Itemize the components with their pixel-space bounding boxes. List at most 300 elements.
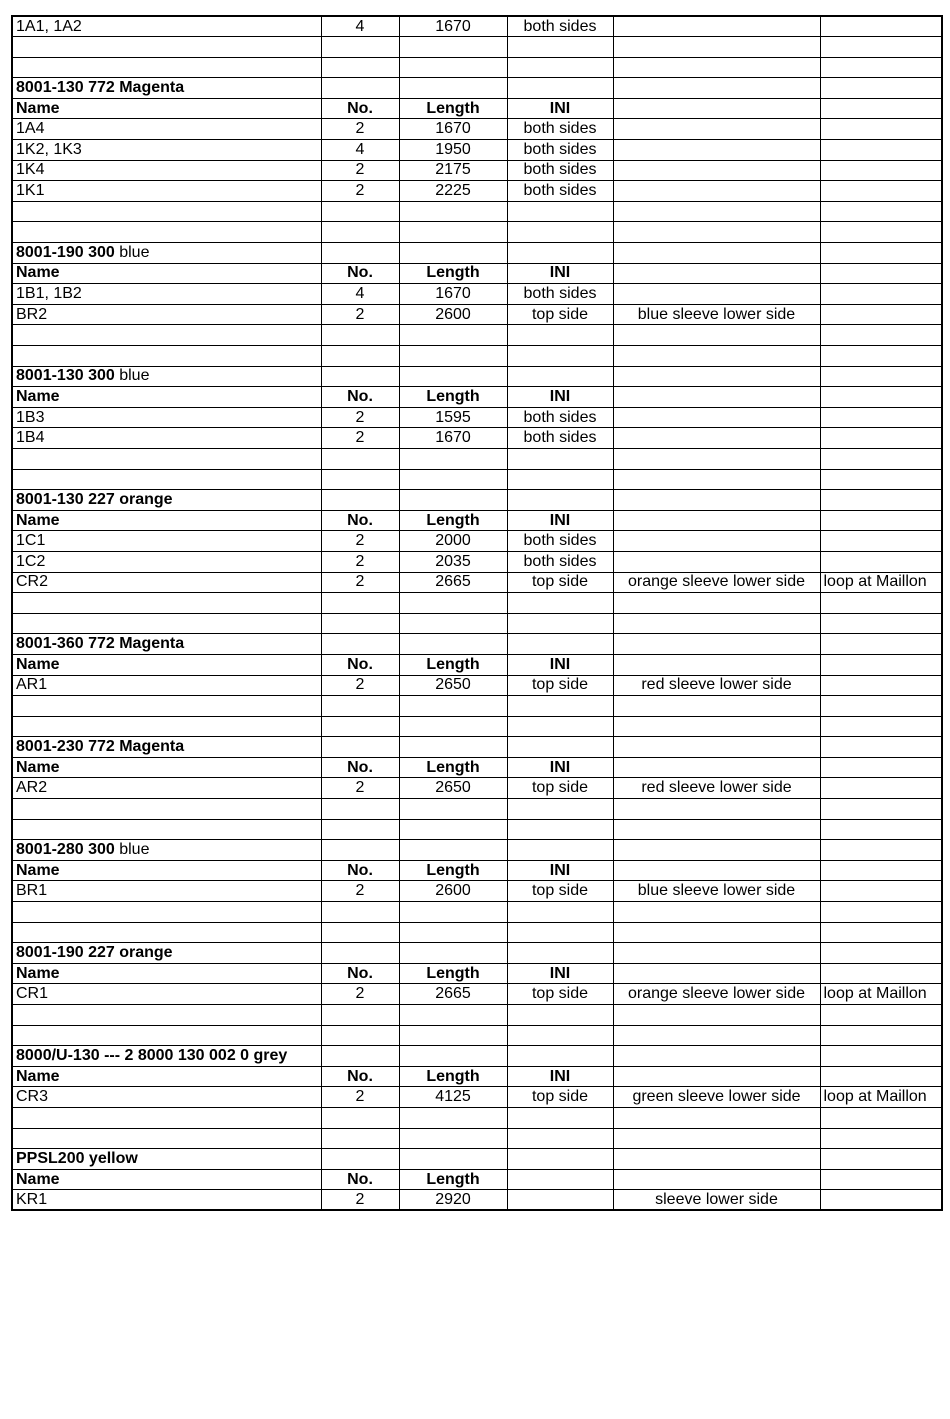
empty-cell bbox=[399, 37, 507, 58]
table-row bbox=[12, 181, 942, 202]
empty-cell bbox=[820, 1149, 942, 1170]
cell-extra bbox=[820, 140, 942, 161]
cell-extra: loop at Maillon bbox=[820, 572, 942, 593]
cell-name: 1K4 bbox=[12, 160, 321, 181]
cell-no: 2 bbox=[321, 1087, 399, 1108]
cell-note bbox=[613, 181, 820, 202]
cell-no: 2 bbox=[321, 407, 399, 428]
group-title-cell bbox=[12, 634, 321, 655]
empty-cell bbox=[507, 634, 613, 655]
empty-cell bbox=[507, 696, 613, 717]
header-ini: INI bbox=[507, 963, 613, 984]
group-title-cell bbox=[12, 1046, 321, 1067]
group-title-row bbox=[12, 943, 942, 964]
empty-cell bbox=[613, 263, 820, 284]
empty-cell bbox=[507, 448, 613, 469]
column-header-row bbox=[12, 387, 942, 408]
cell-length: 2035 bbox=[399, 551, 507, 572]
cell-name: CR1 bbox=[12, 984, 321, 1005]
group-title-row bbox=[12, 840, 942, 861]
cell-length: 1595 bbox=[399, 407, 507, 428]
empty-cell bbox=[613, 57, 820, 78]
empty-cell bbox=[820, 634, 942, 655]
blank-row bbox=[12, 922, 942, 943]
empty-cell bbox=[613, 1066, 820, 1087]
empty-cell bbox=[12, 448, 321, 469]
empty-cell bbox=[613, 819, 820, 840]
empty-cell bbox=[321, 634, 399, 655]
blank-row bbox=[12, 325, 942, 346]
table-row bbox=[12, 119, 942, 140]
cell-name: CR3 bbox=[12, 1087, 321, 1108]
cell-no: 2 bbox=[321, 778, 399, 799]
empty-cell bbox=[399, 902, 507, 923]
empty-cell bbox=[507, 366, 613, 387]
column-header-row bbox=[12, 654, 942, 675]
empty-cell bbox=[820, 222, 942, 243]
cell-name: 1A4 bbox=[12, 119, 321, 140]
empty-cell bbox=[507, 902, 613, 923]
empty-cell bbox=[399, 613, 507, 634]
empty-cell bbox=[321, 943, 399, 964]
empty-cell bbox=[399, 448, 507, 469]
empty-cell bbox=[820, 346, 942, 367]
cell-note: red sleeve lower side bbox=[613, 675, 820, 696]
empty-cell bbox=[820, 696, 942, 717]
empty-cell bbox=[820, 840, 942, 861]
empty-cell bbox=[12, 469, 321, 490]
empty-cell bbox=[12, 1005, 321, 1026]
cell-no: 4 bbox=[321, 284, 399, 305]
empty-cell bbox=[613, 922, 820, 943]
empty-cell bbox=[613, 1128, 820, 1149]
empty-cell bbox=[12, 716, 321, 737]
empty-cell bbox=[12, 696, 321, 717]
empty-cell bbox=[399, 840, 507, 861]
group-title-cell bbox=[12, 737, 321, 758]
cell-ini: both sides bbox=[507, 119, 613, 140]
empty-cell bbox=[613, 222, 820, 243]
empty-cell bbox=[12, 325, 321, 346]
cell-name: 1C2 bbox=[12, 551, 321, 572]
cell-ini: both sides bbox=[507, 428, 613, 449]
empty-cell bbox=[507, 201, 613, 222]
cell-ini: both sides bbox=[507, 181, 613, 202]
cell-length: 1670 bbox=[399, 16, 507, 37]
empty-cell bbox=[613, 98, 820, 119]
empty-cell bbox=[820, 593, 942, 614]
cell-extra bbox=[820, 181, 942, 202]
cell-ini: top side bbox=[507, 572, 613, 593]
header-name: Name bbox=[12, 387, 321, 408]
group-title-prefix: 800 bbox=[16, 243, 43, 261]
blank-row bbox=[12, 1005, 942, 1026]
group-title-row bbox=[12, 634, 942, 655]
cell-no: 4 bbox=[321, 140, 399, 161]
empty-cell bbox=[399, 490, 507, 511]
group-title-prefix: 800 bbox=[16, 635, 43, 653]
column-header-row bbox=[12, 963, 942, 984]
cell-note bbox=[613, 531, 820, 552]
empty-cell bbox=[399, 696, 507, 717]
empty-cell bbox=[507, 922, 613, 943]
empty-cell bbox=[507, 1128, 613, 1149]
cell-extra: loop at Maillon bbox=[820, 984, 942, 1005]
empty-cell bbox=[321, 922, 399, 943]
cell-extra bbox=[820, 1190, 942, 1211]
group-title-code: 1-130 772 Magenta bbox=[42, 79, 185, 97]
empty-cell bbox=[613, 840, 820, 861]
empty-cell bbox=[820, 98, 942, 119]
empty-cell bbox=[613, 716, 820, 737]
column-header-row bbox=[12, 263, 942, 284]
group-title-cell bbox=[12, 366, 321, 387]
empty-cell bbox=[399, 1005, 507, 1026]
header-ini bbox=[507, 1169, 613, 1190]
group-title-row bbox=[12, 1046, 942, 1067]
cell-ini: both sides bbox=[507, 407, 613, 428]
empty-cell bbox=[820, 387, 942, 408]
cell-length: 2650 bbox=[399, 675, 507, 696]
cell-no: 2 bbox=[321, 160, 399, 181]
cable-list-table bbox=[11, 15, 943, 1211]
empty-cell bbox=[507, 490, 613, 511]
empty-cell bbox=[613, 593, 820, 614]
cell-name: CR2 bbox=[12, 572, 321, 593]
empty-cell bbox=[399, 78, 507, 99]
cell-ini: both sides bbox=[507, 531, 613, 552]
empty-cell bbox=[399, 943, 507, 964]
empty-cell bbox=[321, 325, 399, 346]
cell-extra bbox=[820, 160, 942, 181]
empty-cell bbox=[399, 325, 507, 346]
empty-cell bbox=[820, 1066, 942, 1087]
cell-length: 2665 bbox=[399, 984, 507, 1005]
empty-cell bbox=[399, 716, 507, 737]
empty-cell bbox=[820, 1046, 942, 1067]
empty-cell bbox=[820, 1005, 942, 1026]
cell-note: blue sleeve lower side bbox=[613, 304, 820, 325]
header-no: No. bbox=[321, 263, 399, 284]
blank-row bbox=[12, 1128, 942, 1149]
empty-cell bbox=[507, 1005, 613, 1026]
table-row bbox=[12, 984, 942, 1005]
header-ini: INI bbox=[507, 757, 613, 778]
empty-cell bbox=[321, 840, 399, 861]
empty-cell bbox=[613, 1169, 820, 1190]
empty-cell bbox=[507, 593, 613, 614]
group-title-row bbox=[12, 490, 942, 511]
empty-cell bbox=[507, 1149, 613, 1170]
empty-cell bbox=[820, 57, 942, 78]
empty-cell bbox=[507, 799, 613, 820]
header-no: No. bbox=[321, 1066, 399, 1087]
blank-row bbox=[12, 613, 942, 634]
empty-cell bbox=[321, 696, 399, 717]
empty-cell bbox=[613, 902, 820, 923]
group-title-code: 1-190 300 bbox=[42, 243, 115, 261]
header-length: Length bbox=[399, 98, 507, 119]
empty-cell bbox=[613, 613, 820, 634]
cell-note bbox=[613, 119, 820, 140]
empty-cell bbox=[613, 1149, 820, 1170]
group-title-prefix: 800 bbox=[16, 367, 43, 385]
group-title-color: blue bbox=[114, 243, 150, 261]
table-row bbox=[12, 16, 942, 37]
cell-no: 4 bbox=[321, 16, 399, 37]
empty-cell bbox=[820, 716, 942, 737]
cell-note bbox=[613, 140, 820, 161]
table-row bbox=[12, 551, 942, 572]
empty-cell bbox=[399, 737, 507, 758]
cell-ini: both sides bbox=[507, 551, 613, 572]
empty-cell bbox=[507, 819, 613, 840]
empty-cell bbox=[613, 448, 820, 469]
cell-extra bbox=[820, 778, 942, 799]
column-header-row bbox=[12, 98, 942, 119]
empty-cell bbox=[399, 1046, 507, 1067]
empty-cell bbox=[12, 37, 321, 58]
empty-cell bbox=[613, 737, 820, 758]
empty-cell bbox=[12, 922, 321, 943]
empty-cell bbox=[507, 469, 613, 490]
empty-cell bbox=[399, 366, 507, 387]
cell-ini: both sides bbox=[507, 160, 613, 181]
empty-cell bbox=[399, 243, 507, 264]
empty-cell bbox=[507, 57, 613, 78]
cell-length: 2600 bbox=[399, 304, 507, 325]
header-name: Name bbox=[12, 510, 321, 531]
cell-note: green sleeve lower side bbox=[613, 1087, 820, 1108]
header-length: Length bbox=[399, 654, 507, 675]
group-title-code: 8001-280 300 bbox=[16, 841, 115, 859]
empty-cell bbox=[399, 922, 507, 943]
cell-name: 1B4 bbox=[12, 428, 321, 449]
cell-ini: both sides bbox=[507, 284, 613, 305]
group-title-color: blue bbox=[114, 367, 150, 385]
cell-extra bbox=[820, 428, 942, 449]
blank-row bbox=[12, 593, 942, 614]
group-title-prefix: 800 bbox=[16, 490, 43, 508]
header-name: Name bbox=[12, 757, 321, 778]
empty-cell bbox=[321, 716, 399, 737]
empty-cell bbox=[399, 1128, 507, 1149]
cell-no: 2 bbox=[321, 881, 399, 902]
blank-row bbox=[12, 902, 942, 923]
empty-cell bbox=[613, 346, 820, 367]
empty-cell bbox=[321, 799, 399, 820]
empty-cell bbox=[507, 222, 613, 243]
cell-note bbox=[613, 551, 820, 572]
cell-ini: both sides bbox=[507, 16, 613, 37]
empty-cell bbox=[820, 78, 942, 99]
empty-cell bbox=[321, 201, 399, 222]
empty-cell bbox=[507, 1046, 613, 1067]
cell-length: 2000 bbox=[399, 531, 507, 552]
empty-cell bbox=[321, 819, 399, 840]
header-name: Name bbox=[12, 1066, 321, 1087]
header-no: No. bbox=[321, 510, 399, 531]
header-name: Name bbox=[12, 98, 321, 119]
blank-row bbox=[12, 57, 942, 78]
blank-row bbox=[12, 346, 942, 367]
cell-length: 2600 bbox=[399, 881, 507, 902]
empty-cell bbox=[507, 1107, 613, 1128]
column-header-row bbox=[12, 1169, 942, 1190]
empty-cell bbox=[613, 943, 820, 964]
header-ini: INI bbox=[507, 654, 613, 675]
empty-cell bbox=[613, 201, 820, 222]
cell-name: KR1 bbox=[12, 1190, 321, 1211]
group-title-code: 1-230 772 Magenta bbox=[42, 738, 185, 756]
cell-extra bbox=[820, 16, 942, 37]
empty-cell bbox=[820, 613, 942, 634]
empty-cell bbox=[321, 902, 399, 923]
group-title-code: 1-130 300 bbox=[42, 367, 115, 385]
empty-cell bbox=[507, 1025, 613, 1046]
empty-cell bbox=[399, 469, 507, 490]
header-no: No. bbox=[321, 654, 399, 675]
empty-cell bbox=[507, 943, 613, 964]
empty-cell bbox=[12, 222, 321, 243]
empty-cell bbox=[613, 243, 820, 264]
group-title-prefix: 800 bbox=[16, 738, 43, 756]
blank-row bbox=[12, 716, 942, 737]
table-row bbox=[12, 572, 942, 593]
empty-cell bbox=[820, 737, 942, 758]
blank-row bbox=[12, 696, 942, 717]
cell-length: 2920 bbox=[399, 1190, 507, 1211]
empty-cell bbox=[399, 222, 507, 243]
group-title-code: 8000/U-130 --- 2 8000 130 002 0 grey bbox=[16, 1046, 288, 1064]
empty-cell bbox=[613, 78, 820, 99]
cell-no: 2 bbox=[321, 984, 399, 1005]
empty-cell bbox=[507, 78, 613, 99]
empty-cell bbox=[820, 490, 942, 511]
header-ini: INI bbox=[507, 510, 613, 531]
header-name: Name bbox=[12, 963, 321, 984]
blank-row bbox=[12, 819, 942, 840]
header-no: No. bbox=[321, 1169, 399, 1190]
header-length: Length bbox=[399, 1169, 507, 1190]
empty-cell bbox=[613, 963, 820, 984]
cell-length: 1670 bbox=[399, 119, 507, 140]
cell-extra bbox=[820, 531, 942, 552]
column-header-row bbox=[12, 1066, 942, 1087]
blank-row bbox=[12, 37, 942, 58]
empty-cell bbox=[820, 819, 942, 840]
header-ini: INI bbox=[507, 98, 613, 119]
empty-cell bbox=[613, 366, 820, 387]
table-row bbox=[12, 675, 942, 696]
blank-row bbox=[12, 222, 942, 243]
table-body bbox=[12, 16, 942, 1210]
empty-cell bbox=[321, 346, 399, 367]
group-title-cell bbox=[12, 1149, 321, 1170]
empty-cell bbox=[399, 57, 507, 78]
group-title-cell bbox=[12, 943, 321, 964]
header-ini: INI bbox=[507, 387, 613, 408]
table-row bbox=[12, 140, 942, 161]
table-row bbox=[12, 304, 942, 325]
empty-cell bbox=[12, 201, 321, 222]
header-ini: INI bbox=[507, 860, 613, 881]
group-title-row bbox=[12, 737, 942, 758]
cell-no: 2 bbox=[321, 531, 399, 552]
empty-cell bbox=[321, 1128, 399, 1149]
empty-cell bbox=[12, 57, 321, 78]
empty-cell bbox=[820, 757, 942, 778]
empty-cell bbox=[613, 1046, 820, 1067]
header-name: Name bbox=[12, 860, 321, 881]
empty-cell bbox=[321, 448, 399, 469]
cell-note bbox=[613, 160, 820, 181]
header-name: Name bbox=[12, 1169, 321, 1190]
group-title-code: 1-360 772 Magenta bbox=[42, 635, 185, 653]
empty-cell bbox=[820, 963, 942, 984]
group-title-row bbox=[12, 366, 942, 387]
header-no: No. bbox=[321, 963, 399, 984]
cell-ini: top side bbox=[507, 675, 613, 696]
cell-name: 1C1 bbox=[12, 531, 321, 552]
cell-ini: top side bbox=[507, 1087, 613, 1108]
empty-cell bbox=[820, 325, 942, 346]
header-length: Length bbox=[399, 1066, 507, 1087]
cell-length: 4125 bbox=[399, 1087, 507, 1108]
cell-no: 2 bbox=[321, 675, 399, 696]
cell-ini: top side bbox=[507, 304, 613, 325]
cell-no: 2 bbox=[321, 1190, 399, 1211]
empty-cell bbox=[613, 37, 820, 58]
header-name: Name bbox=[12, 654, 321, 675]
header-ini: INI bbox=[507, 1066, 613, 1087]
empty-cell bbox=[12, 1107, 321, 1128]
empty-cell bbox=[321, 222, 399, 243]
cell-length: 1670 bbox=[399, 284, 507, 305]
cell-ini: top side bbox=[507, 984, 613, 1005]
empty-cell bbox=[820, 943, 942, 964]
empty-cell bbox=[399, 593, 507, 614]
header-no: No. bbox=[321, 860, 399, 881]
table-row bbox=[12, 881, 942, 902]
header-no: No. bbox=[321, 387, 399, 408]
cell-note: blue sleeve lower side bbox=[613, 881, 820, 902]
cell-no: 2 bbox=[321, 181, 399, 202]
empty-cell bbox=[613, 860, 820, 881]
cell-note bbox=[613, 284, 820, 305]
empty-cell bbox=[12, 902, 321, 923]
empty-cell bbox=[820, 860, 942, 881]
empty-cell bbox=[507, 737, 613, 758]
group-title-prefix: 800 bbox=[16, 79, 43, 97]
blank-row bbox=[12, 201, 942, 222]
empty-cell bbox=[321, 243, 399, 264]
empty-cell bbox=[820, 654, 942, 675]
empty-cell bbox=[321, 78, 399, 99]
empty-cell bbox=[321, 37, 399, 58]
empty-cell bbox=[820, 1169, 942, 1190]
cell-name: 1B3 bbox=[12, 407, 321, 428]
cell-name: 1A1, 1A2 bbox=[12, 16, 321, 37]
column-header-row bbox=[12, 510, 942, 531]
empty-cell bbox=[820, 448, 942, 469]
cell-length: 2665 bbox=[399, 572, 507, 593]
cell-note: orange sleeve lower side bbox=[613, 984, 820, 1005]
cell-extra bbox=[820, 881, 942, 902]
empty-cell bbox=[321, 1046, 399, 1067]
header-length: Length bbox=[399, 387, 507, 408]
group-title-row bbox=[12, 78, 942, 99]
